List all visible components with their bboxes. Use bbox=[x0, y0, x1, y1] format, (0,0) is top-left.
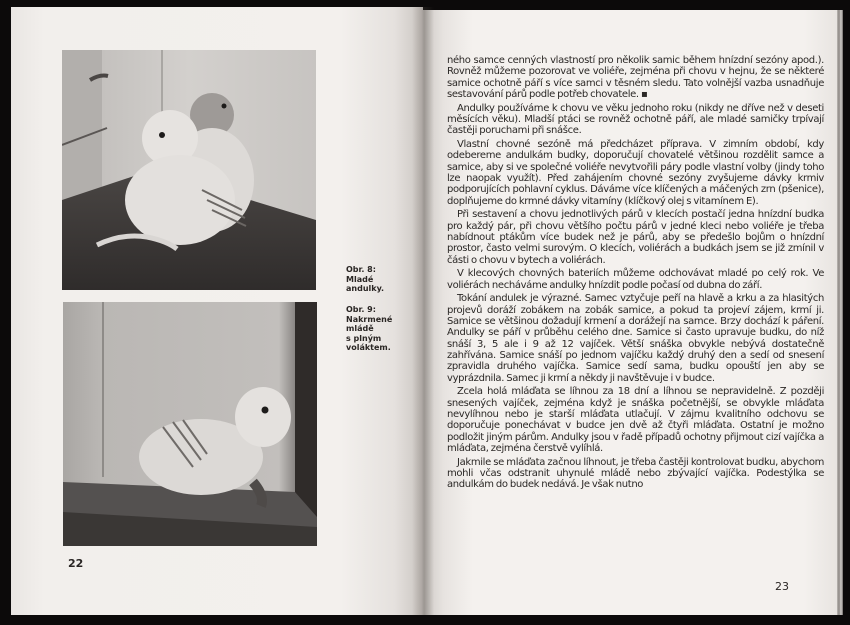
figure-8-caption-line: andulky. bbox=[346, 284, 385, 293]
page-number-left: 22 bbox=[68, 557, 84, 570]
paragraph: Při sestavení a chovu jednotlivých párů v klecích postačí jedna hnízdní budka pro každý pár, při chovu většího počtu párů v jedné kleci nebo voliéře je třeba nabídnout ptákům více budek než je párů, aby se předešlo bojům o hnízdní prostor, často velmi surovým. O klecích, voliérách a budkách jsem se již zmínil v části o chovu v bytech a voliérách. bbox=[447, 209, 824, 266]
figure-9-caption-line: mládě bbox=[346, 324, 374, 333]
paragraph: Tokání andulek je výrazné. Samec vztyčuje peří na hlavě a krku a za hlasitých projevů doráží zobákem na zobák samice, a pokud ta projeví zájem, krmí ji. Samice se většinou dožadují krmení a dorážejí na samce. Brzy dochází k páření. Andulky se páří v průběhu celého dne. Samice si často upravuje budku, do níž snáší 3, 5 ale i 9 až 12 vajíček. Větší snáška obvykle nebývá dostatečně zahřívána. Samice snáší po jednom vajíčku každý druhý den a sedí od snesení zpravidla druhého vajíčka. Samice sedí sama, budku opouští jen aby se vyprázdnila. Samec ji krmí a někdy ji navštěvuje i v budce. bbox=[447, 293, 824, 384]
photo-fed-chick bbox=[63, 302, 317, 546]
paragraph: Zcela holá mláďata se líhnou za 18 dní a líhnou se nepravidelně. Z později snesených vajíček, zejména když je snáška početnější, se obvykle mláďata nevylíhnou nebo je starší mláďata utlačují. V zájmu kvalitního odchovu se doporučuje ponechávat v budce jen dvě až čtyři mláďata. Ostatní je možno podložit jiným párům. Andulky jsou v řadě případů ochotny přijmout cizí vajíčka a mláďata, zejména čerstvě vylíhlá. bbox=[447, 386, 824, 454]
paragraph: V klecových chovných bateriích můžeme odchovávat mladé po celý rok. Ve voliérách necháváme andulky hnízdit podle počasí od dubna do září. bbox=[447, 268, 824, 291]
paragraph: Vlastní chovné sezóně má předcházet příprava. V zimním období, kdy odebereme andulkám budky, doporučují chovatelé většinou rozdělit samce a samice, aby si ve společné voliéře nevytvořili páry podle vlastní volby (jindy toho lze naopak využít). Před zahájením chovné sezóny zvyšujeme dávky krmiv podporujících pohlavní cyklus. Dáváme více klíčených a máčených zrn (pšenice), doplňujeme do krmné dávky vitamíny (klíčkový olej s vitamínem E). bbox=[447, 139, 824, 207]
paragraph: ného samce cenných vlastností pro několik samic během hnízdní sezóny apod.). Rovněž můžeme pozorovat ve voliéře, zejména při chovu v hejnu, že se některé samice ochotně páří s více samci v těsném sledu. Tato volnější vazba usnadňuje sestavování párů podle potřeb chovatele. ▪ bbox=[447, 55, 824, 100]
figure-9-label: Obr. 9: bbox=[346, 305, 376, 314]
page-number-right: 23 bbox=[775, 580, 789, 593]
figure-8-label: Obr. 8: bbox=[346, 265, 376, 274]
figure-9-caption-line: Nakrmené bbox=[346, 314, 393, 324]
figure-8-caption bbox=[346, 265, 416, 294]
figure-9-caption-line: s plným bbox=[346, 333, 382, 343]
photo-young-budgies bbox=[62, 50, 316, 290]
paragraph: Jakmile se mláďata začnou líhnout, je třeba častěji kontrolovat budku, abychom mohli včas odstranit uhynulé mládě nebo zbývající vajíčka. Podestýlka se andulkám do budek nedává. Je však nutno bbox=[447, 456, 824, 491]
figure-8-caption-line: Mladé bbox=[346, 274, 374, 284]
figure-9-caption-line: voláktem. bbox=[346, 343, 391, 352]
figure-9-caption bbox=[346, 305, 416, 353]
photo-fed-chick-image bbox=[63, 302, 317, 546]
page-edges bbox=[837, 10, 843, 615]
photo-young-budgies-image bbox=[62, 50, 316, 290]
body-text bbox=[447, 55, 824, 493]
paragraph: Andulky používáme k chovu ve věku jednoho roku (nikdy ne dříve než v deseti měsících věku). Mladší ptáci se rovněž ochotně páří, ale mladé samičky trpívají častěji poruchami při snášce. bbox=[447, 102, 824, 137]
